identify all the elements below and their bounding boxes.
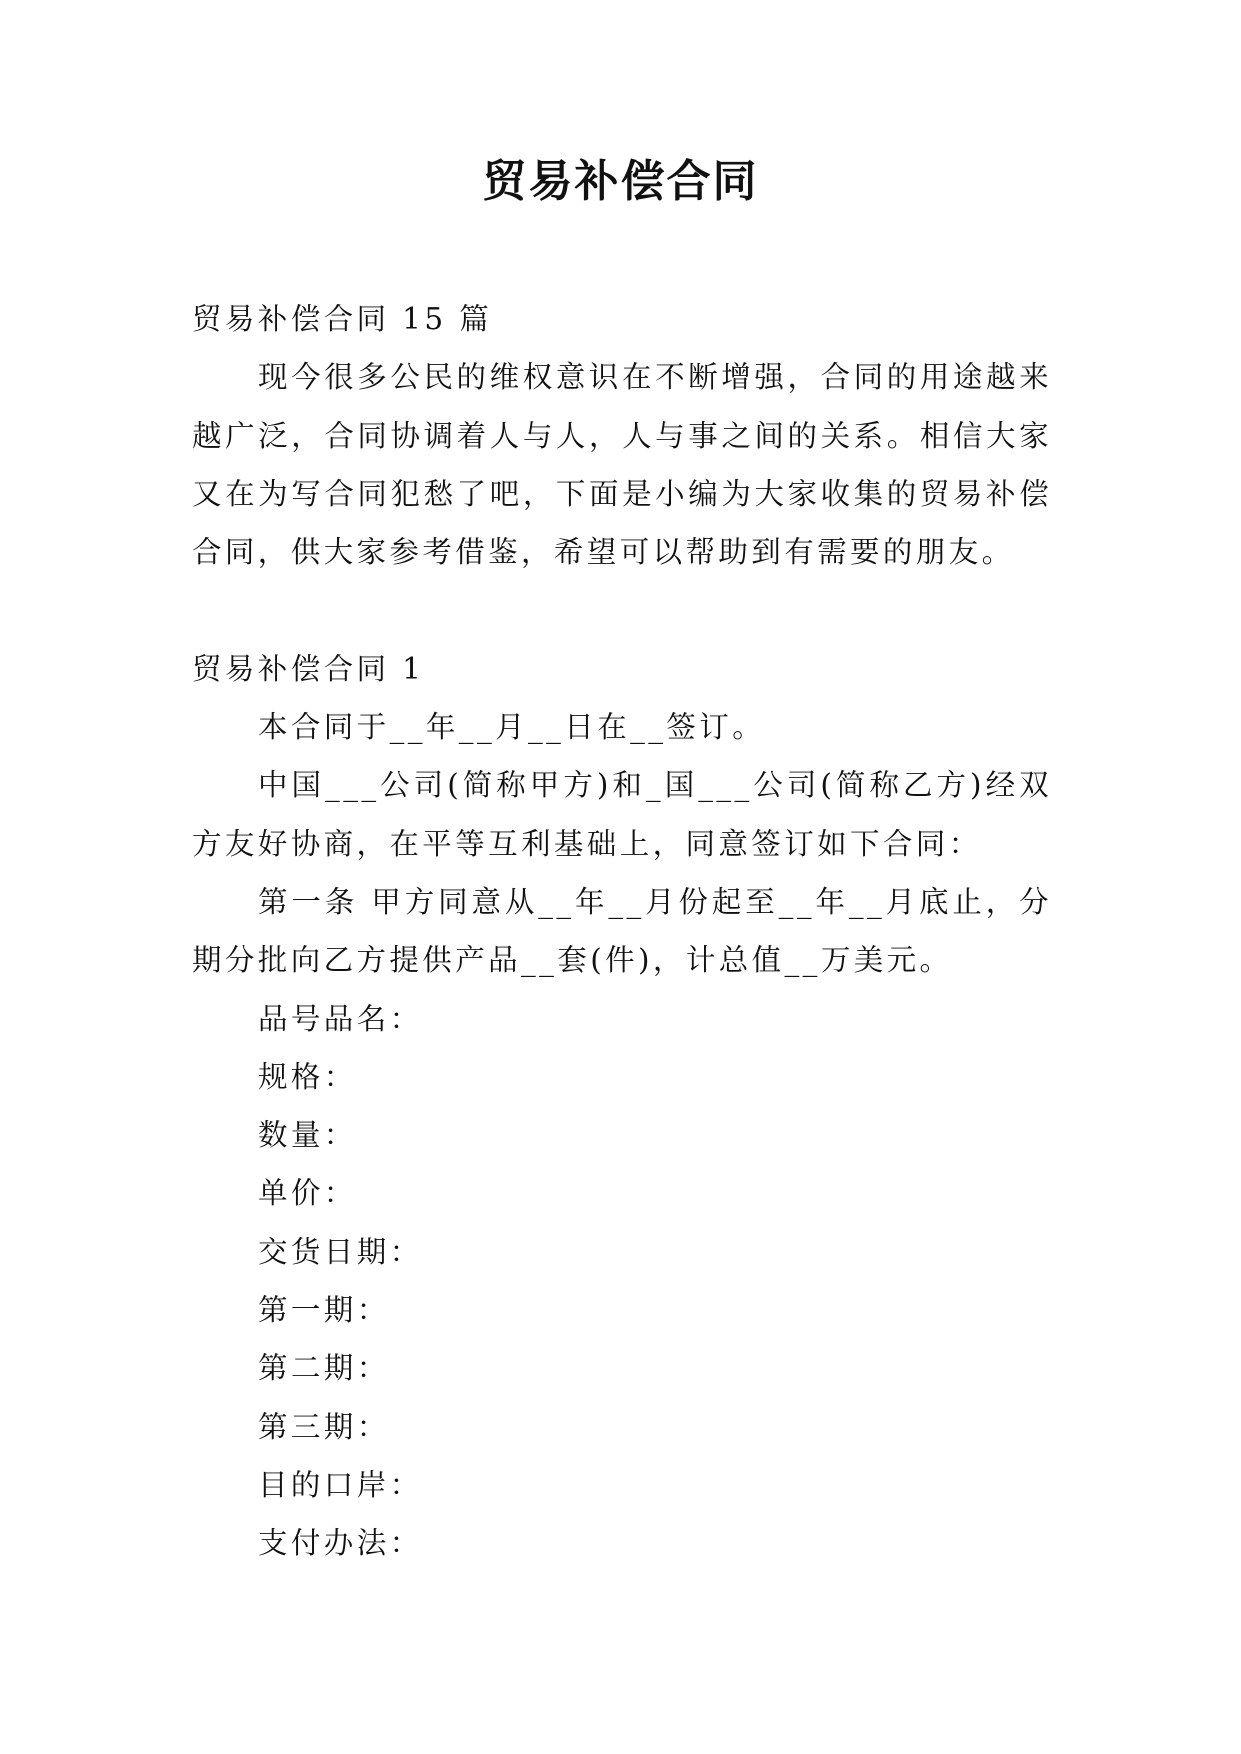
field-payment-method: 支付办法： — [258, 1526, 423, 1561]
intro-paragraph: 现今很多公民的维权意识在不断增强，合同的用途越来越广泛，合同协调着人与人，人与事之间的关系。相信大家又在为写合同犯愁了吧，下面是小编为大家收集的贸易补偿合同，供大家参考借鉴，希望可以帮助到有需要的朋友。 — [192, 360, 1052, 570]
paragraph-gap — [192, 581, 1052, 639]
field-phase-2: 第二期： — [258, 1351, 390, 1386]
section-heading: 贸易补偿合同 1 — [192, 651, 425, 686]
field-phase-1: 第一期： — [258, 1293, 390, 1328]
field-product-name: 品号品名： — [258, 1001, 423, 1036]
field-destination-port: 目的口岸： — [258, 1467, 423, 1502]
paragraph-signing: 本合同于__年__月__日在__签订。 — [258, 710, 766, 745]
field-phase-3: 第三期： — [258, 1409, 390, 1444]
field-unit-price: 单价： — [258, 1176, 357, 1211]
field-delivery-date: 交货日期： — [258, 1234, 423, 1269]
paragraph-parties: 中国___公司(简称甲方)和_国___公司(简称乙方)经双方友好协商，在平等互利基础上，同意签订如下合同： — [192, 768, 1052, 861]
paragraph-article-1: 第一条 甲方同意从__年__月份起至__年__月底止，分期分批向乙方提供产品__套(件)，计总值__万美元。 — [192, 884, 1052, 978]
field-quantity: 数量： — [258, 1118, 357, 1153]
document-subtitle: 贸易补偿合同 15 篇 — [192, 302, 493, 336]
document-body — [192, 290, 1052, 1573]
field-specification: 规格： — [258, 1059, 357, 1094]
document-title: 贸易补偿合同 — [482, 156, 759, 207]
